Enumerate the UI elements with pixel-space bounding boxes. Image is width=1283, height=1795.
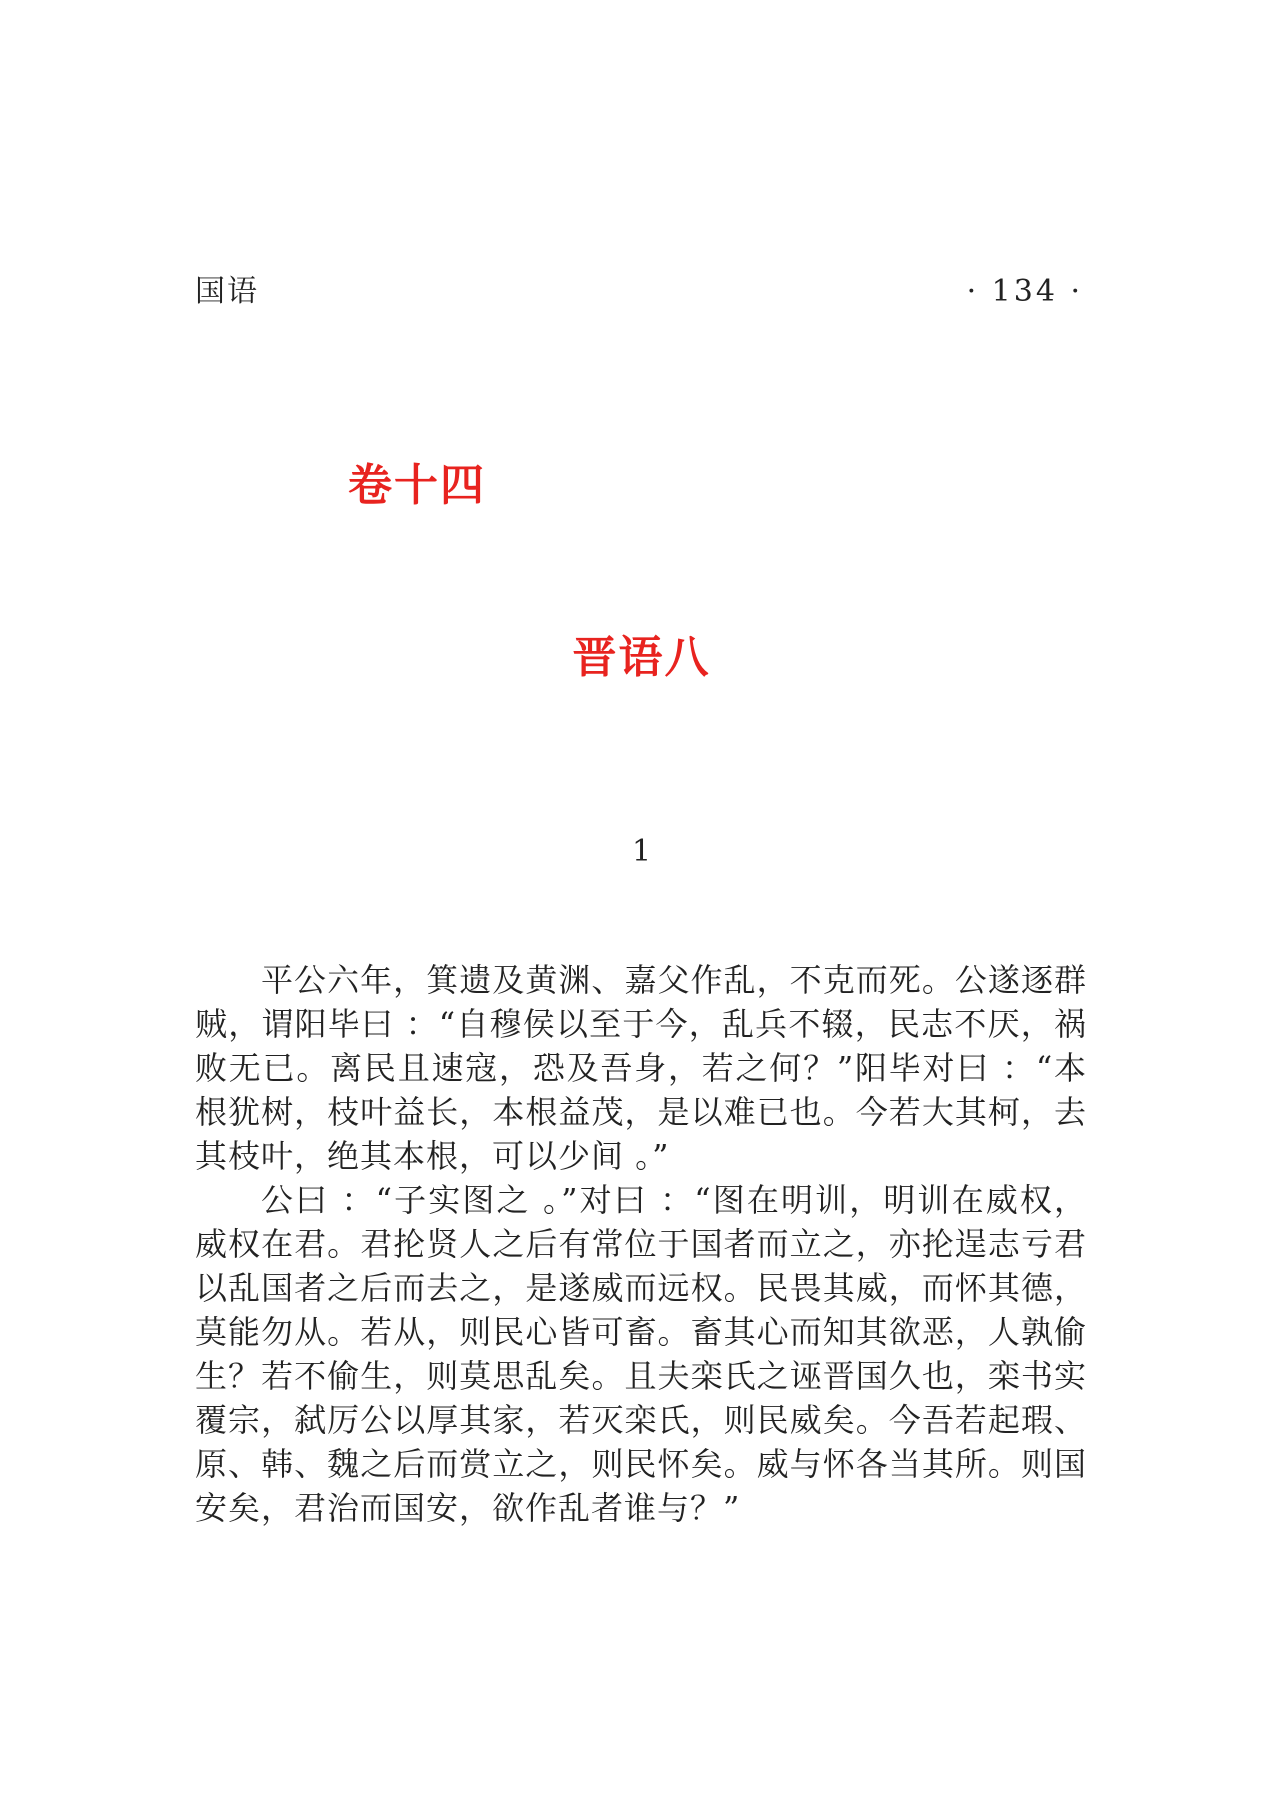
section-number: 1 (631, 834, 652, 869)
paragraph-2: 公曰 ：“子实图之 。”对曰 ：“图在明训，明训在威权，威权在君。君抡贤人之后有常位于国者而立之，亦抡逞志亏君以乱国者之后而去之，是遂威而远权。民畏其威，而怀其德，莫能勿从。若从，则民心皆可畜。畜其心而知其欲恶，人孰偷生？若不偷生，则莫思乱矣。且夫栾氏之诬晋国久也，栾书实覆宗，弑厉公以厚其家，若灭栾氏，则民威矣。今吾若起瑕、原、韩、魏之后而赏立之，则民怀矣。威与怀各当其所。则国安矣，君治而国安，欲作乱者谁与？” (195, 1181, 1087, 1527)
paragraph-1: 平公六年，箕遗及黄渊、嘉父作乱，不克而死。公遂逐群贼，谓阳毕曰 ：“自穆侯以至于今，乱兵不辍，民志不厌，祸败无已。离民且速寇，恐及吾身，若之何？”阳毕对曰 ：“本根犹树，枝叶益长，本根益茂，是以难已也。今若大其柯，去其枝叶，绝其本根，可以少间 。” (195, 961, 1087, 1175)
page-number: · 134 · (966, 274, 1083, 309)
running-title: 国语 (195, 274, 259, 309)
chapter-title: 晋语八 (572, 632, 711, 683)
volume-title: 卷十四 (348, 460, 486, 511)
body-text (195, 958, 1087, 1530)
